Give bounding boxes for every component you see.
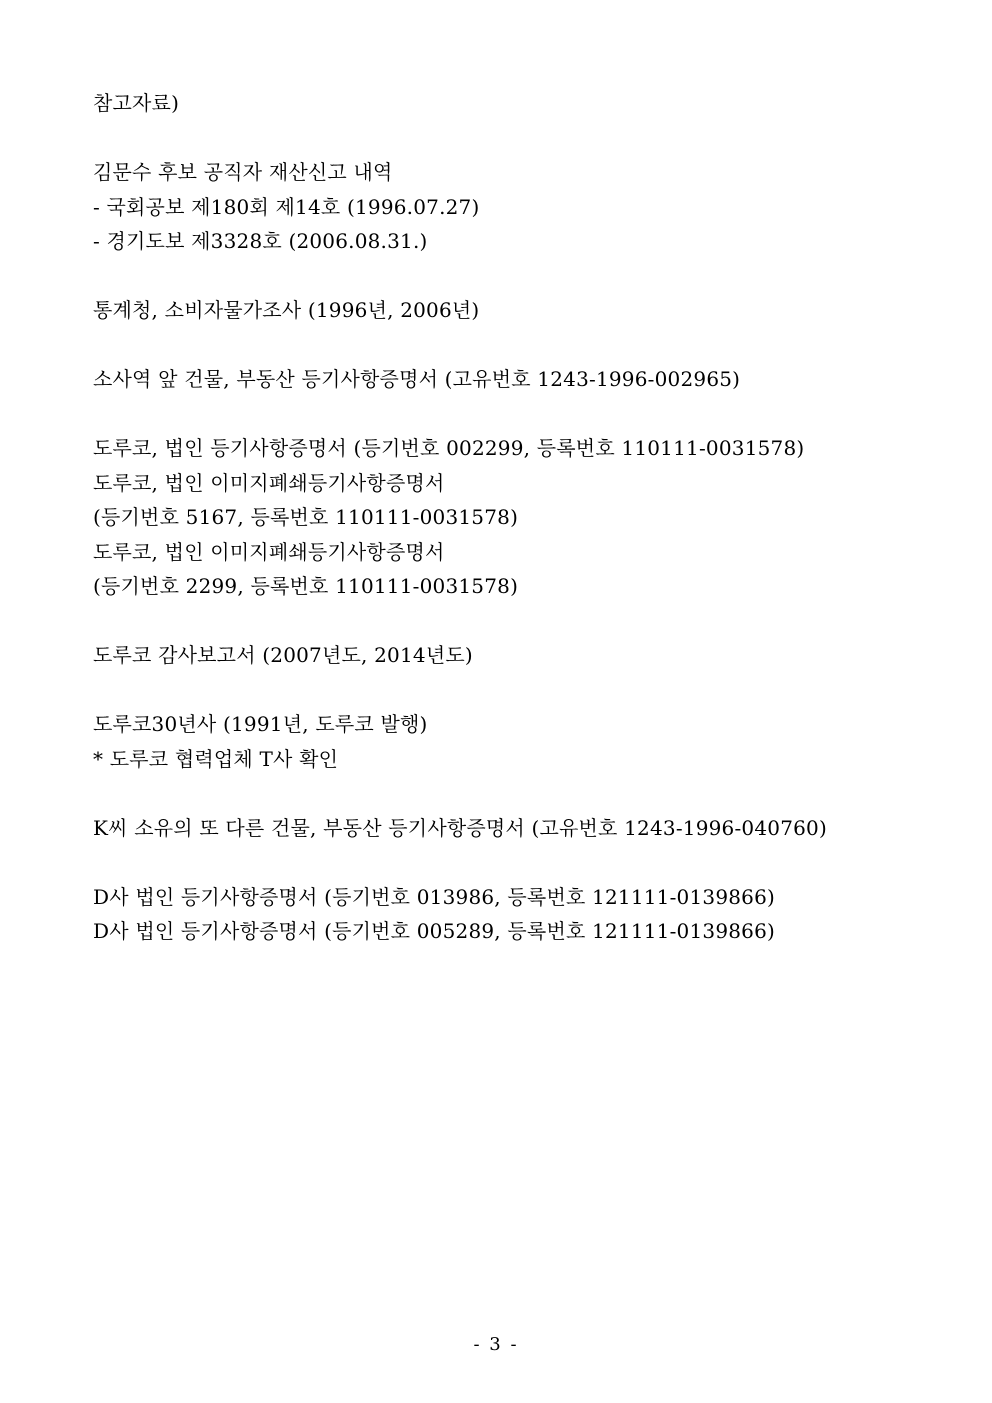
text-line: 도루코, 법인 이미지폐쇄등기사항증명서 <box>93 539 445 564</box>
section-audit-reports <box>93 638 953 673</box>
section-dorco-history <box>93 707 953 776</box>
spacer <box>93 397 953 432</box>
spacer <box>93 845 953 880</box>
spacer <box>93 776 953 811</box>
text-line: D사 법인 등기사항증명서 (등기번호 013986, 등록번호 121111-0139866) <box>93 884 776 909</box>
section-d-company-registry <box>93 880 953 949</box>
section-other-building <box>93 811 953 846</box>
text-line: 김문수 후보 공직자 재산신고 내역 <box>93 160 393 184</box>
spacer <box>93 604 953 639</box>
text-line: - 국회공보 제180회 제14호 (1996.07.27) <box>93 194 480 219</box>
page-number: - 3 - <box>473 1334 519 1355</box>
text-line: - 경기도보 제3328호 (2006.08.31.) <box>93 229 428 253</box>
text-line: 도루코 감사보고서 (2007년도, 2014년도) <box>93 643 473 667</box>
text-line: 통계청, 소비자물가조사 (1996년, 2006년) <box>93 298 480 322</box>
text-line: 도루코, 법인 이미지폐쇄등기사항증명서 <box>93 470 445 495</box>
text-line: D사 법인 등기사항증명서 (등기번호 005289, 등록번호 121111-0139866) <box>93 919 776 943</box>
section-statistics <box>93 293 953 328</box>
spacer <box>93 328 953 363</box>
section-sosa-building <box>93 362 953 397</box>
spacer <box>93 121 953 156</box>
text-line: 도루코30년사 (1991년, 도루코 발행) <box>93 712 428 736</box>
section-dorco-registry <box>93 431 953 604</box>
spacer <box>93 259 953 294</box>
text-line: 소사역 앞 건물, 부동산 등기사항증명서 (고유번호 1243-1996-002965) <box>93 367 741 391</box>
text-line: K씨 소유의 또 다른 건물, 부동산 등기사항증명서 (고유번호 1243-1996-040760) <box>93 815 827 840</box>
document-body <box>93 86 953 949</box>
spacer <box>93 673 953 708</box>
text-line: (등기번호 2299, 등록번호 110111-0031578) <box>93 574 519 598</box>
text-line: 도루코, 법인 등기사항증명서 (등기번호 002299, 등록번호 110111-0031578) <box>93 436 805 460</box>
section-asset-declaration <box>93 155 953 259</box>
document-title: 참고자료) <box>93 91 180 115</box>
text-line: * 도루코 협력업체 T사 확인 <box>93 746 339 771</box>
text-line: (등기번호 5167, 등록번호 110111-0031578) <box>93 505 519 529</box>
